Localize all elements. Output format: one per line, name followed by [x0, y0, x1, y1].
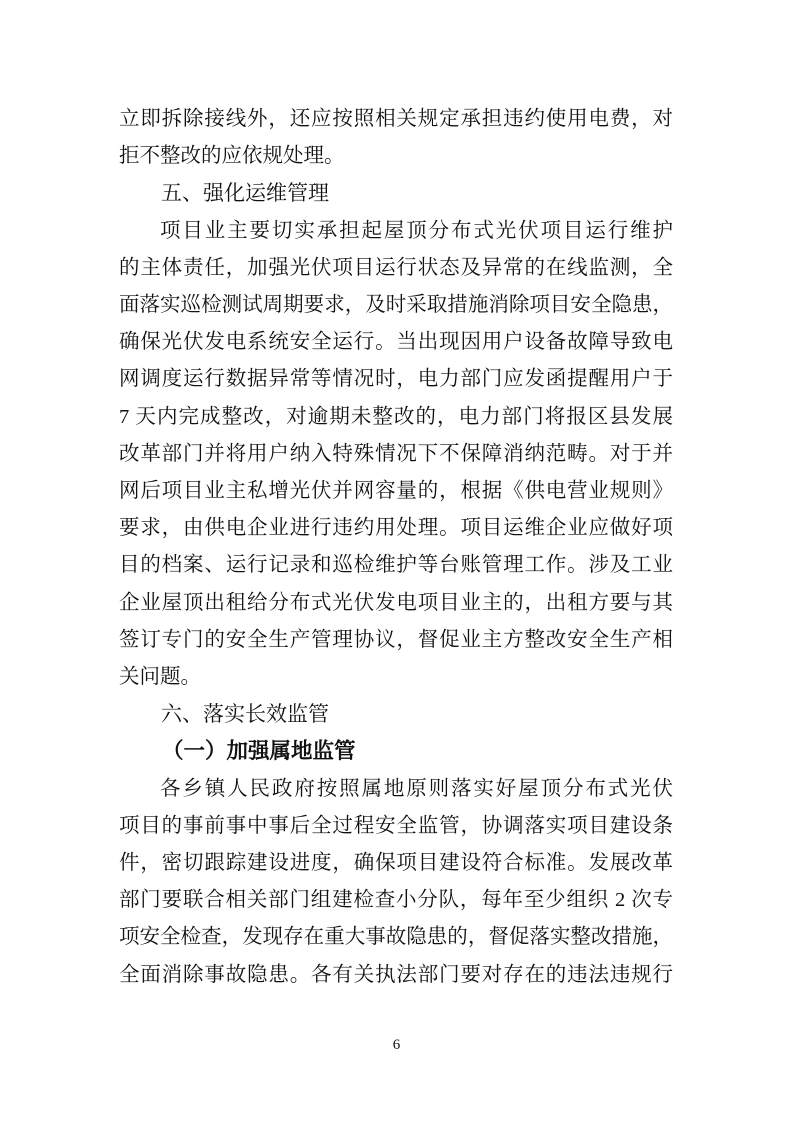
paragraph-line: 全面消除事故隐患。各有关执法部门要对存在的违法违规行	[119, 963, 673, 986]
paragraph-line: 的主体责任，加强光伏项目运行状态及异常的在线监测，全	[119, 256, 673, 279]
paragraph-line: 各乡镇人民政府按照属地原则落实好屋顶分布式光伏	[160, 777, 673, 800]
paragraph-line: 拒不整改的应依规处理。	[119, 145, 345, 168]
page-content	[119, 101, 673, 994]
paragraph-line: 项目业主要切实承担起屋顶分布式光伏项目运行维护	[160, 219, 673, 242]
paragraph-line: 网后项目业主私增光伏并网容量的，根据《供电营业规则》	[119, 480, 673, 503]
page-number: 6	[392, 1037, 401, 1053]
paragraph-line: 件，密切跟踪建设进度，确保项目建设符合标准。发展改革	[119, 852, 673, 875]
paragraph-line: 目的档案、运行记录和巡检维护等台账管理工作。涉及工业	[119, 554, 673, 577]
subsection-6-1-heading: （一）加强属地监管	[162, 739, 356, 764]
paragraph-line: 关问题。	[119, 666, 201, 689]
paragraph-line: 确保光伏发电系统安全运行。当出现因用户设备故障导致电	[119, 331, 673, 354]
paragraph-line: 签订专门的安全生产管理协议，督促业主方整改安全生产相	[119, 628, 673, 651]
paragraph-line: 网调度运行数据异常等情况时，电力部门应发函提醒用户于	[119, 368, 673, 391]
paragraph-line: 改革部门并将用户纳入特殊情况下不保障消纳范畴。对于并	[119, 442, 673, 465]
paragraph-line: 项目的事前事中事后全过程安全监管，协调落实项目建设条	[119, 814, 673, 837]
paragraph-line: 要求，由供电企业进行违约用处理。项目运维企业应做好项	[119, 517, 673, 540]
paragraph-line: 面落实巡检测试周期要求，及时采取措施消除项目安全隐患，	[119, 294, 673, 317]
paragraph-line: 7 天内完成整改，对逾期未整改的，电力部门将报区县发展	[119, 405, 673, 428]
paragraph-line: 立即拆除接线外，还应按照相关规定承担违约使用电费，对	[119, 108, 673, 130]
section-6-heading: 六、落实长效监管	[161, 702, 329, 727]
paragraph-line: 项安全检查，发现存在重大事故隐患的，督促落实整改措施，	[119, 926, 673, 949]
paragraph-line: 部门要联合相关部门组建检查小分队，每年至少组织 2 次专	[119, 889, 673, 912]
paragraph-line: 企业屋顶出租给分布式光伏发电项目业主的，出租方要与其	[119, 591, 673, 614]
section-5-heading: 五、强化运维管理	[161, 181, 329, 206]
